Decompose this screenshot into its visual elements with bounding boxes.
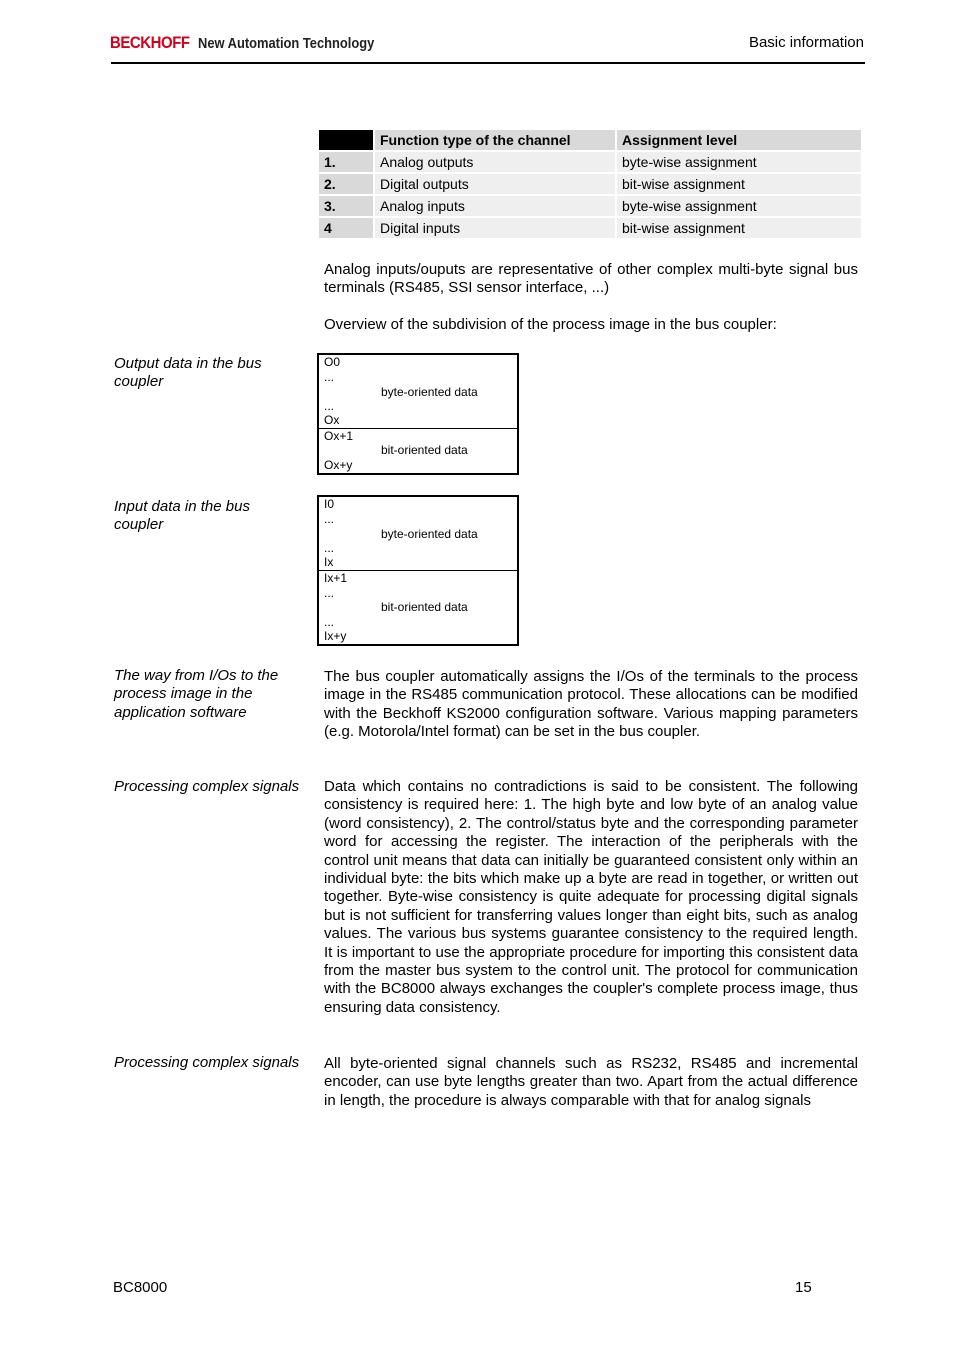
row-level: byte-wise assignment — [617, 152, 861, 172]
section-title: Basic information — [748, 34, 864, 51]
address-line: ... — [324, 585, 335, 600]
table-row — [319, 218, 861, 238]
header-divider — [111, 62, 865, 64]
table-row — [319, 174, 861, 194]
address-line: Ix+y — [324, 629, 347, 644]
column-header-level: Assignment level — [617, 130, 861, 150]
section-body: Data which contains no contradictions is said to be consistent. The following consistency is required here: 1. The high byte and low byte of an analog value (word consistency), 2. The control/status byte and the corresponding parameter word for accessing the register. The interaction of the peripherals with the control unit means that data can initially be guaranteed consistent only within an individual byte: the bits which make up a byte are read in together, or written out together. Byte-wise consistency is quite adequate for processing digital signals but is not sufficient for transferring values longer than eight bits, such as analog values. The various bus systems guarantee consistency to the required length. It is important to use the appropriate procedure for importing this consistent data from the master bus system to the control unit. The protocol for communication with the BC8000 always exchanges the coupler's complete process image, thus ensuring data consistency. — [324, 778, 858, 1016]
bit-oriented-label: bit-oriented data — [381, 599, 468, 614]
row-function: Analog outputs — [375, 152, 615, 172]
brand-tagline: New Automation Technology — [198, 35, 375, 52]
input-process-image — [317, 495, 519, 646]
address-line: ... — [324, 540, 335, 555]
row-number: 1. — [319, 152, 373, 172]
address-line: ... — [324, 369, 335, 384]
row-number: 4 — [319, 218, 373, 238]
output-process-image — [317, 353, 519, 475]
row-level: bit-wise assignment — [617, 218, 861, 238]
page-number: 15 — [795, 1279, 812, 1296]
row-function: Analog inputs — [375, 196, 615, 216]
footer-product: BC8000 — [113, 1279, 168, 1296]
table-corner-cell — [319, 130, 373, 150]
row-level: byte-wise assignment — [617, 196, 861, 216]
address-line: Ix+1 — [324, 570, 348, 585]
table-row — [319, 196, 861, 216]
address-line: Ox — [324, 413, 340, 428]
input-bit-section — [319, 570, 517, 644]
row-number: 3. — [319, 196, 373, 216]
row-function: Digital outputs — [375, 174, 615, 194]
overview-paragraph: Overview of the subdivision of the process image in the bus coupler: — [324, 316, 777, 333]
channel-assignment-table — [317, 128, 863, 240]
section-side-label: Processing complex signals — [114, 1054, 300, 1071]
section-side-label: Processing complex signals — [114, 778, 300, 795]
intro-paragraph: Analog inputs/ouputs are representative of other complex multi-byte signal bus terminals (RS485, SSI sensor interface, ...) — [324, 261, 858, 297]
table-header-row — [319, 130, 861, 150]
brand-logo: BECKHOFF — [110, 33, 190, 52]
row-function: Digital inputs — [375, 218, 615, 238]
byte-oriented-label: byte-oriented data — [381, 527, 478, 541]
output-data-label: Output data in the bus coupler — [114, 355, 262, 391]
address-line: Ix — [324, 555, 334, 570]
section-side-label: The way from I/Os to the process image in the application software — [114, 667, 279, 721]
address-line: ... — [324, 398, 335, 413]
byte-oriented-label: byte-oriented data — [381, 385, 478, 399]
address-line: Ox+y — [324, 458, 353, 473]
address-line: Ox+1 — [324, 428, 354, 443]
address-line: I0 — [324, 497, 335, 511]
address-line: O0 — [324, 355, 341, 369]
input-byte-section — [319, 497, 517, 570]
row-level: bit-wise assignment — [617, 174, 861, 194]
input-data-label: Input data in the bus coupler — [114, 498, 250, 534]
address-line: ... — [324, 614, 335, 629]
output-byte-section — [319, 355, 517, 428]
address-line: ... — [324, 511, 335, 526]
section-body: The bus coupler automatically assigns the I/Os of the terminals to the process image in the RS485 communication protocol. These allocations can be modified with the Beckhoff KS2000 configuration software. Various mapping parameters (e.g. Motorola/Intel format) can be set in the bus coupler. — [324, 668, 858, 741]
row-number: 2. — [319, 174, 373, 194]
section-body: All byte-oriented signal channels such as RS232, RS485 and incremental encoder, can use byte lengths greater than two. Apart from the actual difference in length, the procedure is always comparable with that for analog signals — [324, 1055, 858, 1109]
column-header-function: Function type of the channel — [375, 130, 615, 150]
output-bit-section — [319, 428, 517, 473]
table-row — [319, 152, 861, 172]
bit-oriented-label: bit-oriented data — [381, 442, 468, 457]
